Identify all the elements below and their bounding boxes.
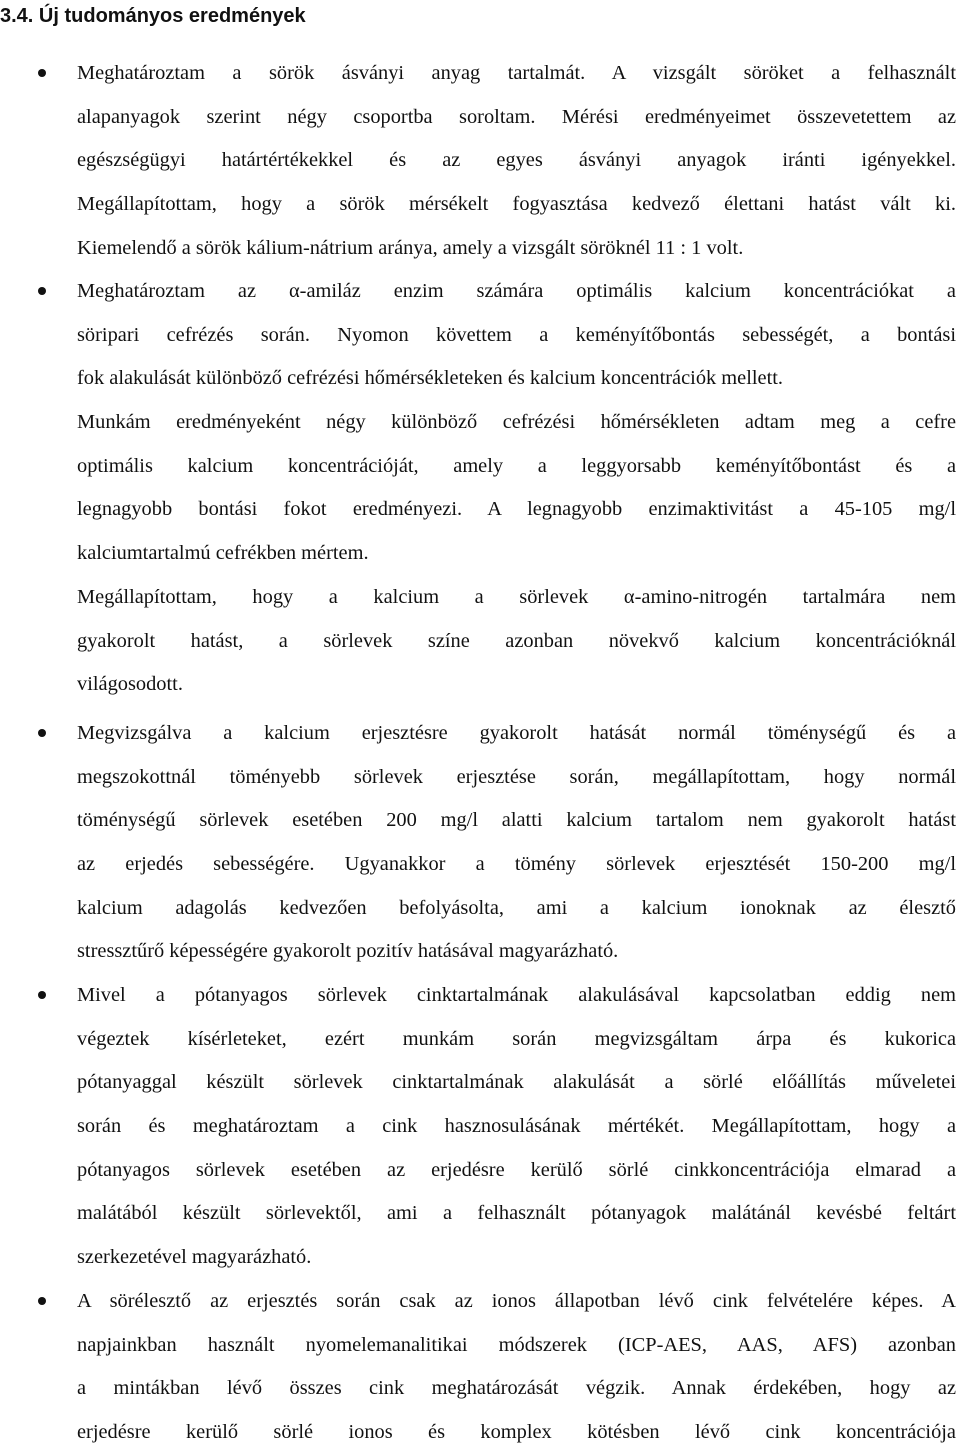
text-line: Megvizsgálva a kalcium erjesztésre gyakorolt hatását normál töménységű és a xyxy=(77,722,956,744)
bullet-dot-icon xyxy=(38,1297,46,1305)
text-line: legnagyobb bontási fokot eredményezi. A legnagyobb enzimaktivitást a 45-105 mg/l xyxy=(77,498,956,521)
text-line: Meghatároztam az α-amiláz enzim számára optimális kalcium koncentrációkat a xyxy=(77,280,956,302)
text-line: fok alakulását különböző cefrézési hőmérsékleteken és kalcium koncentrációk mellett. xyxy=(77,367,784,390)
bullet-dot-icon xyxy=(38,729,46,737)
text-line: söripari cefrézés során. Nyomon követtem a keményítőbontás sebességét, a bontási xyxy=(77,323,956,346)
text-line: stressztűrő képességére gyakorolt pozitív hatásával magyarázható. xyxy=(77,940,619,963)
text-line: a mintákban lévő összes cink meghatározását végzik. Annak érdekében, hogy az xyxy=(77,1377,956,1400)
text-line: megszokottnál töményebb sörlevek erjesztése során, megállapítottam, hogy normál xyxy=(77,765,956,788)
text-line: Megállapítottam, hogy a kalcium a sörlevek α-amino-nitrogén tartalmára nem xyxy=(77,585,956,608)
text-line: Mivel a pótanyagos sörlevek cinktartalmának alakulásával kapcsolatban eddig nem xyxy=(77,984,956,1006)
text-line: végeztek kísérleteket, ezért munkám során megvizsgáltam árpa és kukorica xyxy=(77,1027,956,1050)
text-line: egészségügyi határtértékekkel és az egyes ásványi anyagok iránti igényekkel. xyxy=(77,149,956,172)
bullet-paragraph xyxy=(77,1280,956,1450)
text-line: optimális kalcium koncentrációját, amely a leggyorsabb keményítőbontást és a xyxy=(77,454,956,477)
text-line: világosodott. xyxy=(77,673,183,696)
text-line: alapanyagok szerint négy csoportba soroltam. Mérési eredményeimet összevetettem az xyxy=(77,105,956,128)
text-line: pótanyagos sörlevek esetében az erjedésre kerülő sörlé cinkkoncentrációja elmarad a xyxy=(77,1158,956,1181)
text-line: napjainkban használt nyomelemanalitikai módszerek (ICP-AES, AAS, AFS) azonban xyxy=(77,1333,956,1356)
text-line: pótanyaggal készült sörlevek cinktartalmának alakulását a sörlé előállítás műveletei xyxy=(77,1071,956,1094)
text-line: erjedésre kerülő sörlé ionos és komplex kötésben lévő cink koncentrációja xyxy=(77,1421,956,1444)
text-line: malátából készült sörlevektől, ami a felhasznált pótanyagok malátánál kevésbé feltárt xyxy=(77,1202,956,1225)
text-line: A sörélesztő az erjesztés során csak az ionos állapotban lévő cink felvételére képes. A xyxy=(77,1290,956,1312)
text-line: kalciumtartalmú cefrékben mértem. xyxy=(77,542,369,565)
text-line: Kiemelendő a sörök kálium-nátrium aránya, amely a vizsgált söröknél 11 : 1 volt. xyxy=(77,236,744,259)
bullet-dot-icon xyxy=(38,991,46,999)
text-line: Munkám eredményeként négy különböző cefrézési hőmérsékleten adtam meg a cefre xyxy=(77,411,956,434)
text-line: gyakorolt hatást, a sörlevek színe azonban növekvő kalcium koncentrációknál xyxy=(77,629,956,652)
bullet-paragraph xyxy=(77,974,956,1280)
text-line: Meghatároztam a sörök ásványi anyag tartalmát. A vizsgált söröket a felhasznált xyxy=(77,62,956,84)
text-line: szerkezetével magyarázható. xyxy=(77,1246,312,1269)
text-line: Megállapítottam, hogy a sörök mérsékelt fogyasztása kedvező élettani hatást vált ki. xyxy=(77,193,956,216)
text-line: során és meghatároztam a cink hasznosulásának mértékét. Megállapítottam, hogy a xyxy=(77,1115,956,1138)
bullet-paragraph xyxy=(77,712,956,974)
bullet-dot-icon xyxy=(38,287,46,295)
text-line: töménységű sörlevek esetében 200 mg/l alatti kalcium tartalom nem gyakorolt hatást xyxy=(77,809,956,832)
text-line: kalcium adagolás kedvezően befolyásolta, ami a kalcium ionoknak az élesztő xyxy=(77,896,956,919)
bullet-paragraph xyxy=(77,52,956,270)
section-title: 3.4. Új tudományos eredmények xyxy=(0,5,306,27)
bullet-dot-icon xyxy=(38,69,46,77)
text-line: az erjedés sebességére. Ugyanakkor a tömény sörlevek erjesztését 150-200 mg/l xyxy=(77,853,956,876)
bullet-paragraph xyxy=(77,270,956,707)
